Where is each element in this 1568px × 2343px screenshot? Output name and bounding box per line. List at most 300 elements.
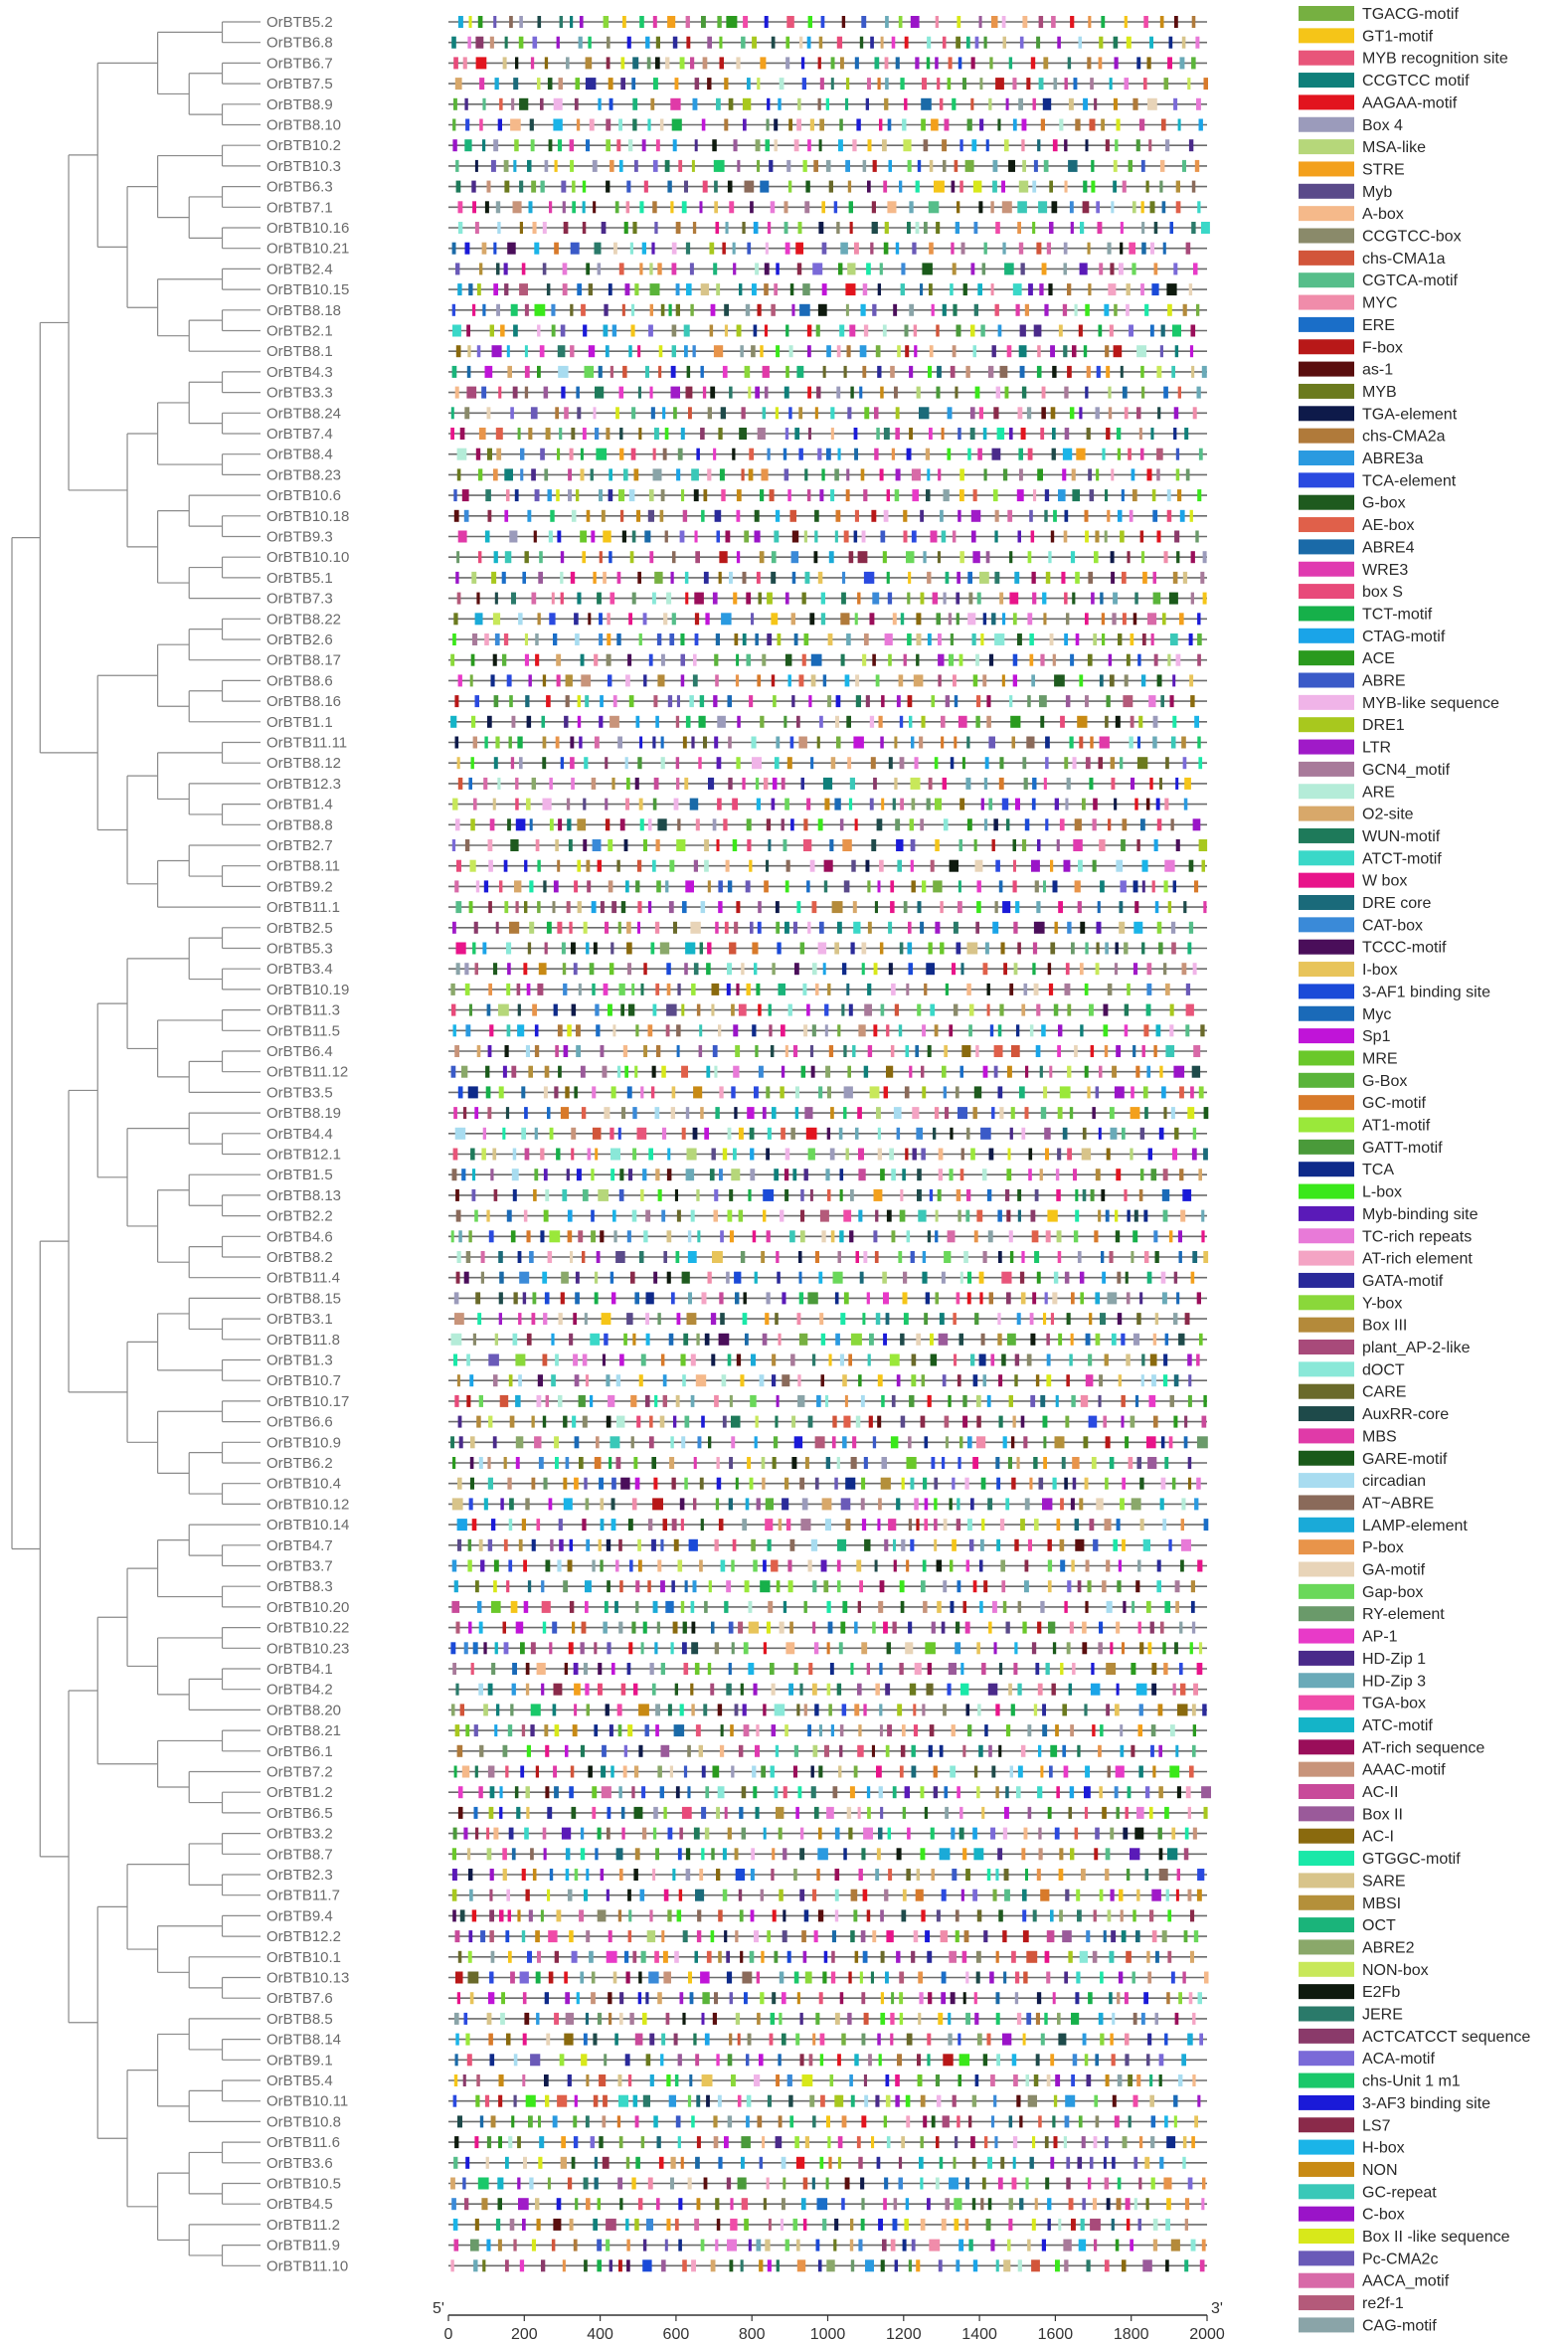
motif-mark — [506, 943, 511, 955]
motif-mark — [976, 1786, 980, 1798]
motif-mark — [1170, 633, 1178, 645]
motif-mark — [693, 1580, 697, 1592]
motif-mark — [911, 778, 921, 790]
motif-mark — [826, 449, 831, 460]
motif-mark — [657, 818, 666, 830]
motif-mark — [1117, 119, 1121, 131]
motif-mark — [982, 263, 986, 274]
motif-mark — [624, 1745, 627, 1757]
motif-mark — [731, 1416, 741, 1428]
motif-mark — [811, 1786, 816, 1798]
motif-mark — [613, 243, 617, 255]
motif-mark — [1094, 1230, 1098, 1242]
motif-mark — [782, 818, 784, 830]
motif-mark — [752, 37, 757, 49]
motif-mark — [814, 531, 817, 543]
motif-mark — [491, 572, 496, 584]
motif-mark — [788, 1580, 793, 1592]
motif-mark — [1083, 98, 1088, 110]
motif-mark — [1141, 1354, 1144, 1366]
motif-mark — [1047, 1210, 1057, 1222]
motif-mark — [607, 1890, 610, 1901]
motif-mark — [1150, 1354, 1157, 1366]
motif-mark — [674, 799, 679, 811]
motif-mark — [458, 1230, 462, 1242]
motif-mark — [948, 449, 952, 460]
motif-mark — [704, 1128, 709, 1140]
motif-mark — [511, 1066, 516, 1078]
motif-mark — [1037, 1622, 1041, 1634]
motif-mark — [979, 78, 982, 90]
motif-mark — [783, 1909, 785, 1921]
motif-mark — [921, 119, 926, 131]
motif-mark — [1023, 1436, 1027, 1448]
motif-mark — [1167, 510, 1172, 522]
motif-mark — [512, 1169, 519, 1180]
motif-mark — [1136, 1684, 1147, 1696]
motif-mark — [1143, 1024, 1148, 1036]
motif-mark — [788, 1004, 792, 1016]
motif-mark — [1107, 695, 1111, 707]
motif-mark — [465, 1724, 469, 1736]
motif-mark — [544, 1724, 548, 1736]
motif-mark — [743, 1704, 747, 1715]
motif-mark — [986, 551, 990, 563]
motif-mark — [1027, 1724, 1031, 1736]
motif-mark — [1079, 1498, 1083, 1510]
motif-mark — [1025, 818, 1030, 830]
motif-mark — [1025, 1869, 1028, 1881]
motif-mark — [721, 613, 732, 625]
motif-mark — [952, 98, 956, 110]
motif-mark — [576, 1024, 581, 1036]
motif-mark — [691, 1210, 695, 1222]
motif-mark — [559, 428, 562, 440]
motif-mark — [700, 1107, 704, 1119]
motif-mark — [948, 1684, 952, 1696]
motif-mark — [502, 572, 506, 584]
motif-mark — [1072, 1663, 1076, 1675]
motif-mark — [509, 695, 513, 707]
motif-mark — [638, 1704, 649, 1715]
motif-mark — [594, 1724, 598, 1736]
motif-mark — [789, 1230, 795, 1242]
motif-mark — [535, 304, 546, 316]
motif-mark — [615, 407, 619, 419]
motif-mark — [566, 1869, 570, 1881]
motif-mark — [1147, 613, 1156, 625]
motif-mark — [780, 1210, 784, 1222]
motif-mark — [876, 1766, 882, 1778]
motif-mark — [946, 695, 950, 707]
motif-mark — [1056, 1189, 1061, 1201]
motif-mark — [822, 243, 827, 255]
motif-mark — [651, 407, 655, 419]
motif-mark — [764, 283, 769, 295]
motif-mark — [1175, 1580, 1180, 1592]
motif-mark — [896, 1498, 900, 1510]
motif-mark — [525, 387, 528, 399]
motif-mark — [610, 943, 613, 955]
motif-mark — [882, 139, 887, 151]
motif-mark — [836, 387, 840, 399]
motif-mark — [990, 1024, 993, 1036]
motif-mark — [468, 1869, 472, 1881]
motif-mark — [1104, 1024, 1109, 1036]
motif-mark — [453, 98, 457, 110]
motif-mark — [814, 551, 818, 563]
motif-mark — [653, 468, 662, 480]
motif-mark — [554, 1086, 558, 1098]
motif-mark — [1098, 1642, 1103, 1654]
motif-mark — [1120, 243, 1123, 255]
motif-mark — [908, 160, 912, 172]
motif-mark — [796, 119, 801, 131]
motif-mark — [731, 1766, 734, 1778]
motif-mark — [1099, 37, 1103, 49]
motif-mark — [1122, 1128, 1126, 1140]
motif-mark — [1081, 1395, 1088, 1407]
motif-mark — [815, 407, 818, 419]
motif-mark — [806, 880, 810, 892]
motif-mark — [1182, 963, 1187, 975]
motif-mark — [863, 1251, 867, 1263]
motif-mark — [1197, 613, 1200, 625]
motif-mark — [1099, 1128, 1102, 1140]
motif-mark — [574, 613, 579, 625]
motif-mark — [920, 283, 923, 295]
motif-mark — [632, 1107, 636, 1119]
motif-mark — [763, 1107, 767, 1119]
motif-mark — [567, 1169, 570, 1180]
motif-mark — [547, 283, 551, 295]
motif-mark — [654, 428, 659, 440]
motif-mark — [697, 1930, 701, 1942]
motif-mark — [619, 1869, 623, 1881]
motif-mark — [971, 510, 981, 522]
motif-mark — [688, 1292, 692, 1304]
motif-mark — [880, 1724, 883, 1736]
gene-label: OrBTB8.18 — [266, 301, 342, 319]
motif-mark — [525, 345, 528, 357]
motif-mark — [985, 757, 989, 769]
motif-mark — [1136, 1313, 1141, 1325]
motif-mark — [735, 1292, 739, 1304]
motif-mark — [618, 1539, 622, 1551]
motif-mark — [648, 325, 653, 337]
promoter-row — [448, 1107, 1208, 1119]
motif-mark — [645, 1395, 650, 1407]
motif-mark — [729, 1622, 734, 1634]
motif-mark — [581, 1828, 584, 1840]
motif-mark — [693, 1498, 696, 1510]
motif-mark — [854, 1766, 858, 1778]
motif-mark — [579, 984, 582, 995]
motif-mark — [690, 922, 700, 934]
motif-mark — [1190, 1642, 1193, 1654]
gene-label: OrBTB6.8 — [266, 34, 333, 52]
motif-mark — [911, 860, 914, 872]
motif-mark — [649, 1416, 653, 1428]
motif-mark — [818, 57, 821, 69]
motif-mark — [893, 1539, 896, 1551]
motif-mark — [1198, 1169, 1202, 1180]
motif-mark — [681, 1519, 684, 1531]
promoter-row — [448, 1519, 1208, 1531]
motif-mark — [705, 1828, 709, 1840]
motif-mark — [1188, 1478, 1191, 1490]
gene-label: OrBTB2.6 — [266, 631, 333, 648]
motif-mark — [1121, 839, 1126, 851]
motif-mark — [672, 551, 676, 563]
motif-mark — [699, 1745, 703, 1757]
motif-mark — [683, 1334, 688, 1346]
motif-mark — [1147, 1457, 1156, 1469]
promoter-row — [448, 860, 1207, 872]
motif-mark — [1117, 428, 1121, 440]
motif-mark — [1083, 1189, 1087, 1201]
motif-mark — [733, 593, 737, 605]
motif-mark — [557, 531, 561, 543]
motif-mark — [757, 674, 761, 686]
motif-mark — [463, 57, 467, 69]
motif-mark — [545, 943, 548, 955]
motif-mark — [894, 1107, 902, 1119]
motif-mark — [1077, 1909, 1082, 1921]
motif-mark — [997, 428, 1005, 440]
gene-label: OrBTB1.2 — [266, 1784, 333, 1802]
motif-mark — [756, 1807, 760, 1819]
motif-mark — [901, 613, 904, 625]
motif-mark — [609, 880, 613, 892]
motif-mark — [1121, 1745, 1125, 1757]
motif-mark — [1029, 633, 1034, 645]
motif-mark — [468, 1230, 471, 1242]
motif-mark — [1037, 839, 1041, 851]
motif-mark — [756, 778, 759, 790]
motif-mark — [1151, 1374, 1156, 1386]
motif-mark — [482, 243, 487, 255]
motif-mark — [558, 345, 566, 357]
motif-mark — [912, 489, 919, 501]
motif-mark — [1174, 16, 1178, 28]
motif-mark — [1001, 181, 1005, 193]
motif-mark — [818, 1272, 822, 1284]
motif-mark — [479, 78, 484, 90]
motif-mark — [561, 757, 564, 769]
motif-mark — [1017, 943, 1021, 955]
motif-mark — [493, 799, 496, 811]
motif-mark — [904, 98, 907, 110]
promoter-row — [448, 139, 1207, 151]
motif-mark — [811, 1766, 814, 1778]
motif-mark — [1097, 922, 1102, 934]
motif-mark — [525, 654, 529, 666]
motif-mark — [788, 1684, 793, 1696]
motif-mark — [863, 160, 867, 172]
motif-mark — [848, 181, 851, 193]
motif-mark — [1192, 1149, 1197, 1161]
motif-mark — [483, 1128, 486, 1140]
motif-mark — [631, 407, 635, 419]
motif-mark — [880, 737, 884, 749]
motif-mark — [633, 1684, 637, 1696]
motif-mark — [1086, 1334, 1091, 1346]
motif-mark — [944, 1251, 951, 1263]
motif-mark — [464, 1272, 469, 1284]
motif-mark — [1017, 1684, 1021, 1696]
motif-mark — [874, 1189, 883, 1201]
motif-mark — [561, 181, 566, 193]
motif-mark — [851, 860, 855, 872]
motif-mark — [850, 1189, 854, 1201]
motif-mark — [666, 1004, 677, 1016]
motif-mark — [1035, 880, 1039, 892]
motif-mark — [536, 839, 540, 851]
gene-label: OrBTB4.3 — [266, 363, 333, 381]
motif-mark — [495, 593, 498, 605]
motif-mark — [1064, 593, 1068, 605]
motif-mark — [522, 1724, 525, 1736]
motif-mark — [451, 1601, 459, 1613]
motif-mark — [837, 37, 842, 49]
motif-mark — [465, 119, 469, 131]
motif-mark — [493, 16, 496, 28]
motif-mark — [687, 1149, 697, 1161]
motif-mark — [1046, 572, 1051, 584]
motif-mark — [1064, 139, 1067, 151]
motif-mark — [457, 1478, 462, 1490]
motif-mark — [1174, 531, 1179, 543]
motif-mark — [781, 1128, 785, 1140]
motif-mark — [983, 963, 988, 975]
motif-mark — [997, 1313, 1000, 1325]
motif-mark — [840, 613, 849, 625]
motif-mark — [678, 1560, 683, 1572]
motif-mark — [861, 1478, 865, 1490]
gene-label: OrBTB8.12 — [266, 755, 342, 773]
motif-mark — [1203, 593, 1207, 605]
motif-mark — [771, 613, 778, 625]
motif-mark — [1120, 1724, 1123, 1736]
motif-mark — [819, 922, 824, 934]
motif-mark — [535, 1045, 539, 1057]
motif-mark — [654, 1642, 657, 1654]
motif-mark — [1046, 1230, 1051, 1242]
motif-mark — [833, 1786, 838, 1798]
motif-mark — [1185, 1024, 1189, 1036]
motif-mark — [610, 1128, 613, 1140]
motif-mark — [667, 1230, 672, 1242]
motif-mark — [454, 1395, 458, 1407]
motif-mark — [1032, 1230, 1039, 1242]
motif-mark — [741, 1251, 745, 1263]
motif-mark — [741, 963, 744, 975]
motif-mark — [1157, 674, 1162, 686]
motif-mark — [1003, 1436, 1007, 1448]
motif-mark — [861, 304, 866, 316]
motif-mark — [1003, 1601, 1007, 1613]
motif-mark — [794, 633, 798, 645]
motif-mark — [571, 1128, 576, 1140]
motif-mark — [666, 1024, 670, 1036]
motif-mark — [608, 1807, 611, 1819]
motif-mark — [836, 737, 841, 749]
motif-mark — [755, 531, 761, 543]
motif-mark — [569, 1930, 574, 1942]
motif-mark — [1085, 984, 1089, 995]
promoter-row — [448, 737, 1207, 749]
motif-mark — [808, 1149, 815, 1161]
motif-mark — [465, 1024, 470, 1036]
promoter-row — [448, 1128, 1207, 1140]
motif-mark — [537, 366, 541, 378]
motif-mark — [763, 1704, 766, 1715]
motif-mark — [539, 1457, 544, 1469]
motif-mark — [591, 1169, 594, 1180]
motif-mark — [1140, 366, 1144, 378]
motif-mark — [563, 984, 567, 995]
motif-mark — [1177, 489, 1181, 501]
motif-mark — [499, 1909, 504, 1921]
motif-mark — [1076, 633, 1080, 645]
motif-mark — [936, 16, 939, 28]
motif-mark — [835, 1890, 839, 1901]
motif-mark — [628, 1909, 631, 1921]
motif-mark — [504, 283, 508, 295]
motif-mark — [689, 695, 694, 707]
motif-mark — [572, 1416, 576, 1428]
motif-mark — [922, 1704, 925, 1715]
motif-mark — [481, 387, 486, 399]
motif-mark — [567, 1024, 572, 1036]
motif-mark — [490, 1869, 494, 1881]
motif-mark — [515, 1786, 519, 1798]
motif-mark — [525, 366, 530, 378]
motif-mark — [900, 1580, 905, 1592]
motif-mark — [517, 1024, 524, 1036]
motif-mark — [1079, 325, 1083, 337]
motif-mark — [1050, 345, 1055, 357]
motif-mark — [903, 510, 907, 522]
motif-mark — [771, 1560, 778, 1572]
motif-mark — [907, 1828, 911, 1840]
motif-mark — [557, 1560, 561, 1572]
motif-mark — [515, 799, 519, 811]
motif-mark — [661, 757, 665, 769]
motif-mark — [558, 1066, 562, 1078]
motif-mark — [825, 1519, 831, 1531]
motif-mark — [671, 387, 681, 399]
motif-mark — [930, 1004, 935, 1016]
motif-mark — [998, 1374, 1002, 1386]
motif-mark — [1194, 716, 1199, 728]
motif-mark — [851, 1890, 858, 1901]
motif-mark — [451, 37, 456, 49]
motif-mark — [959, 1334, 964, 1346]
motif-mark — [1031, 860, 1040, 872]
motif-mark — [876, 1313, 881, 1325]
motif-mark — [1031, 1210, 1036, 1222]
motif-mark — [1191, 366, 1194, 378]
motif-mark — [552, 1622, 557, 1634]
motif-mark — [1140, 1519, 1144, 1531]
motif-mark — [772, 799, 776, 811]
motif-mark — [991, 1354, 995, 1366]
motif-mark — [1147, 98, 1157, 110]
motif-mark — [803, 1024, 807, 1036]
motif-mark — [718, 1704, 722, 1715]
